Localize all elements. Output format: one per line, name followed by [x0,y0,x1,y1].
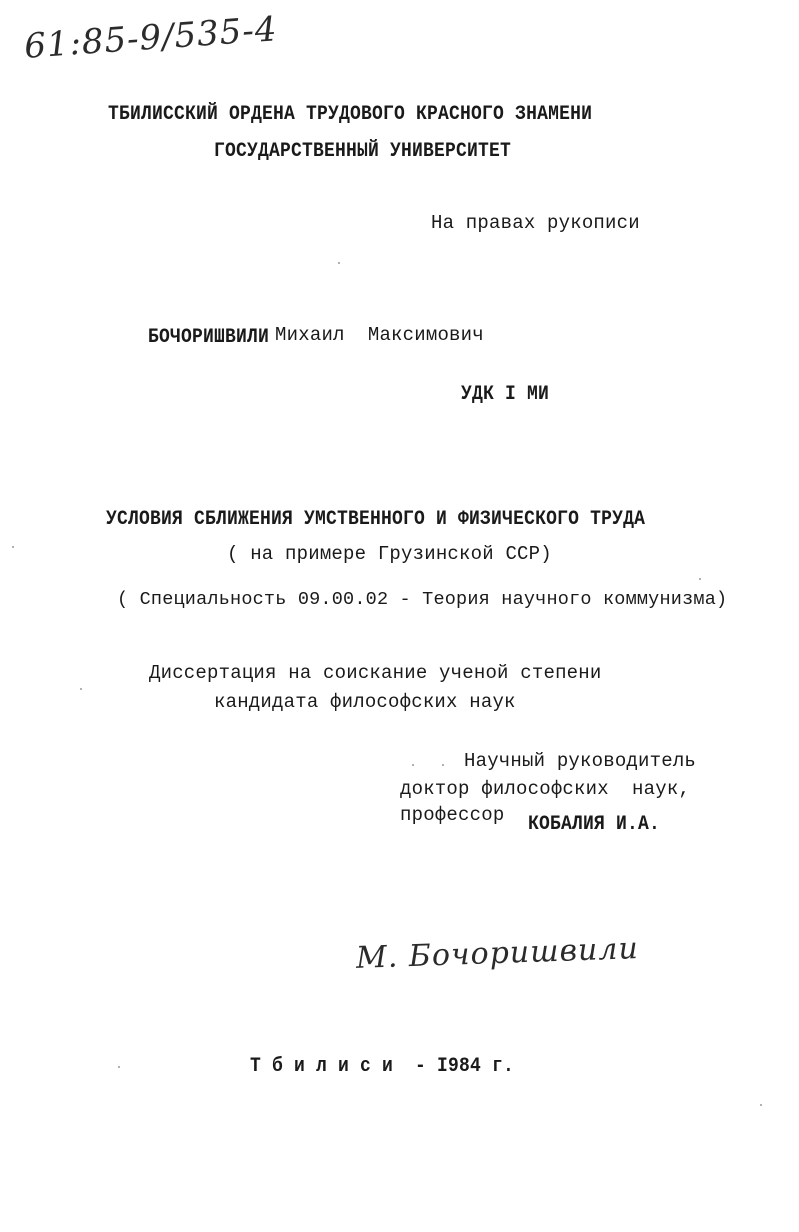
author-given-names: Михаил Максимович [275,324,484,346]
scan-speck [442,764,444,766]
scan-speck [338,262,340,264]
supervisor-name: КОБАЛИЯ И.А. [528,812,661,836]
university-line-2: ГОСУДАРСТВЕННЫЙ УНИВЕРСИТЕТ [214,139,512,163]
author-line [148,324,484,349]
scan-speck [118,1066,120,1068]
university-line-1: ТБИЛИССКИЙ ОРДЕНА ТРУДОВОГО КРАСНОГО ЗНАМЕНИ [108,102,593,126]
scan-speck [760,1104,762,1106]
specialty: ( Специальность 09.00.02 - Теория научного коммунизма) [117,589,728,610]
dissertation-subtitle: ( на примере Грузинской ССР) [227,543,552,565]
degree-line-1: Диссертация на соискание ученой степени [149,662,602,684]
supervisor-label: Научный руководитель [464,750,697,772]
author-surname: БОЧОРИШВИЛИ [148,325,270,349]
scan-speck [80,688,82,690]
udc-code: УДК I МИ [461,382,550,406]
supervisor-rank: профессор [400,804,505,826]
supervisor-degree: доктор философских наук, [400,778,691,800]
author-signature: М. Бочоришвили [355,931,640,976]
dissertation-title: УСЛОВИЯ СБЛИЖЕНИЯ УМСТВЕННОГО И ФИЗИЧЕСКОГО ТРУДА [106,507,646,531]
degree-line-2: кандидата философских наук [214,691,516,713]
place-and-year: Т б и л и с и - I984 г. [250,1054,515,1078]
scan-speck [699,578,701,580]
archive-mark: 61:85-9/535-4 [22,9,279,67]
scan-speck [12,546,14,548]
scan-speck [412,764,414,766]
manuscript-rights: На правах рукописи [431,212,640,234]
